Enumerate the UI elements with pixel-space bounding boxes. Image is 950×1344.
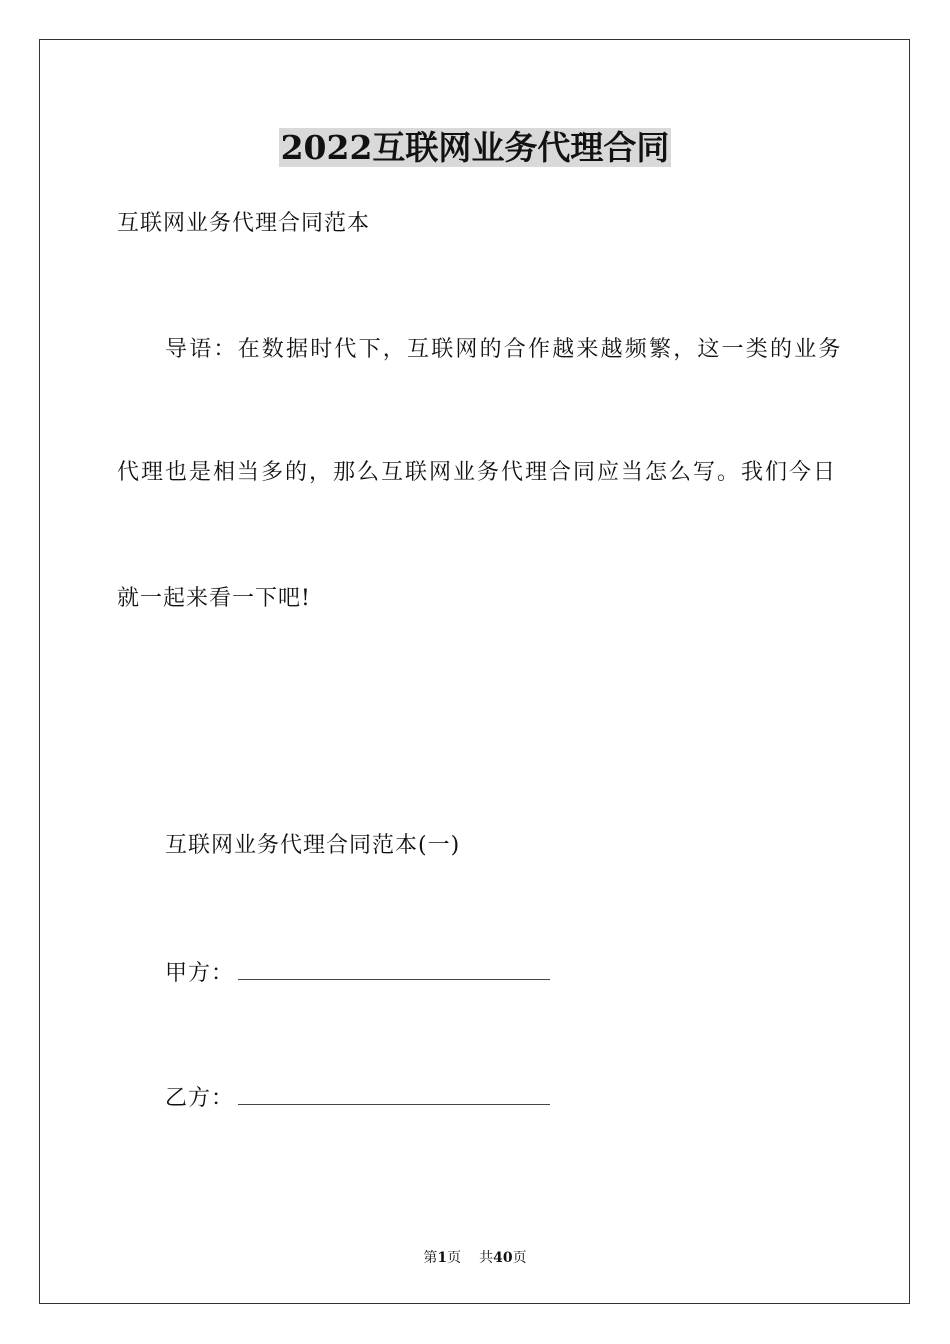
footer-page-suffix: 页	[447, 1250, 462, 1266]
party-a-label: 甲方：	[165, 961, 235, 986]
party-a-blank-line	[238, 957, 550, 980]
document-title-text: 2022互联网业务代理合同	[280, 128, 670, 167]
document-subtitle: 互联网业务代理合同范本	[117, 211, 371, 236]
party-b-row	[165, 1082, 550, 1114]
page-footer	[0, 1248, 950, 1268]
intro-line-1: 导语：在数据时代下，互联网的合作越来越频繁，这一类的业务	[165, 337, 843, 362]
footer-page-number: 1	[437, 1250, 448, 1266]
footer-page-prefix: 第	[423, 1250, 438, 1266]
section-heading: 互联网业务代理合同范本(一)	[165, 833, 461, 858]
footer-total-suffix: 页	[512, 1250, 527, 1266]
party-a-row	[165, 957, 550, 989]
footer-total-prefix: 共	[479, 1250, 494, 1266]
party-b-label: 乙方：	[165, 1086, 235, 1111]
footer-total-pages: 40	[493, 1250, 513, 1266]
intro-line-3: 就一起来看一下吧!	[117, 586, 311, 611]
document-title	[0, 124, 950, 172]
intro-line-2: 代理也是相当多的，那么互联网业务代理合同应当怎么写。我们今日	[117, 460, 838, 485]
party-b-blank-line	[238, 1082, 550, 1105]
